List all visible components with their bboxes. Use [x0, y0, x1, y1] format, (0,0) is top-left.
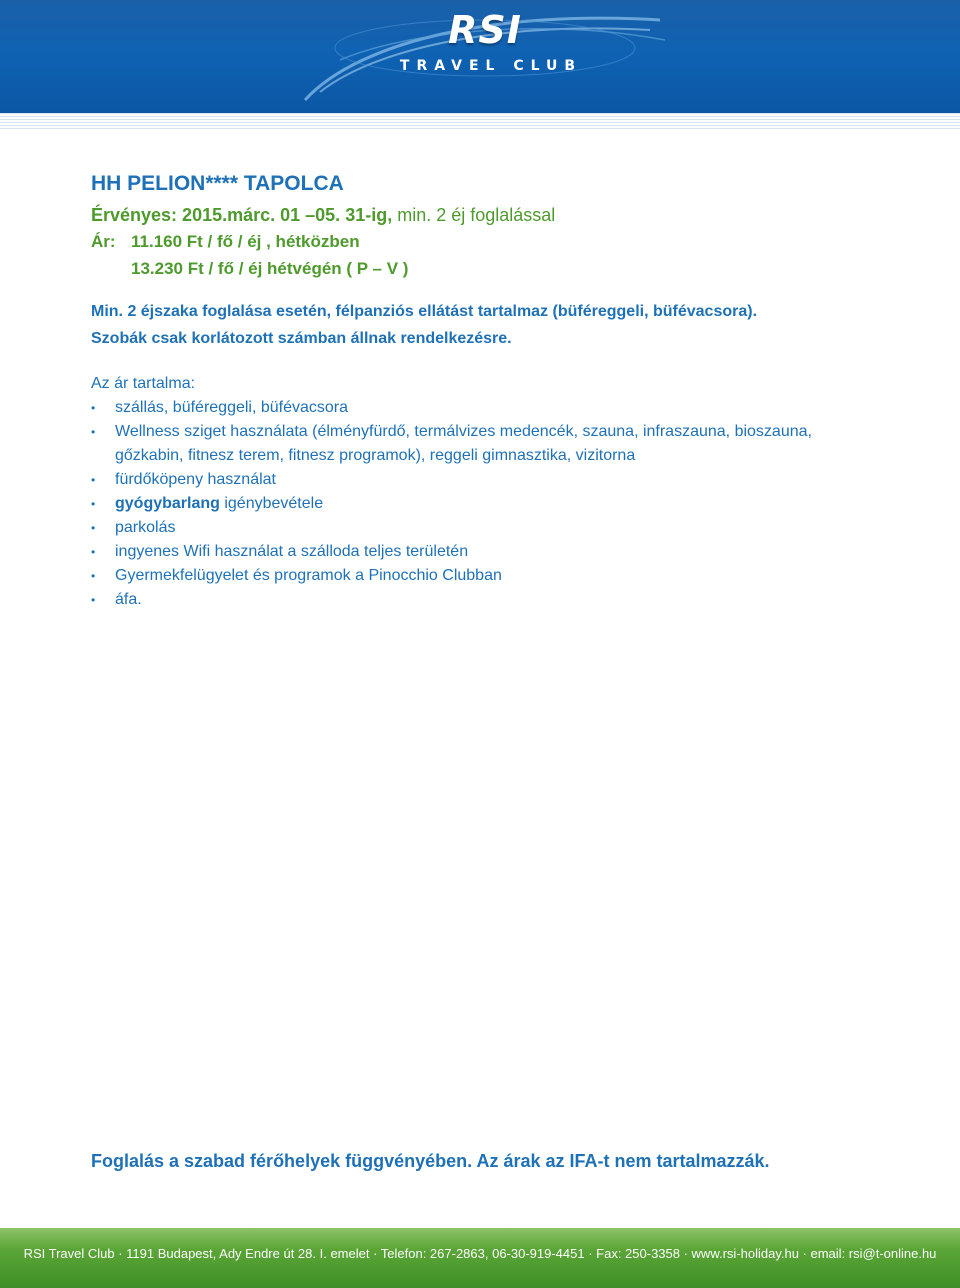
price-row-weekday: [91, 228, 871, 255]
bullet-icon: •: [91, 425, 96, 439]
list-item: • áfa.: [91, 588, 871, 612]
availability-info: Szobák csak korlátozott számban állnak rendelkezésre.: [91, 330, 512, 347]
includes-list: [91, 396, 871, 612]
list-item: • gyógybarlang igénybevétele: [91, 492, 871, 516]
list-item: • Gyermekfelügyelet és programok a Pinocchio Clubban: [91, 564, 871, 588]
bullet-icon: •: [91, 545, 96, 559]
price-weekday: 11.160 Ft / fő / éj , hétközben: [131, 232, 360, 251]
price-label: Ár:: [91, 232, 116, 251]
footer-contact: RSI Travel Club · 1191 Budapest, Ady Endre út 28. I. emelet · Telefon: 267-2863, 06-30-919-4451 · Fax: 250-3358 · www.rsi-holiday.hu · email: rsi@t-online.hu: [23, 1246, 937, 1261]
price-row-weekend: [91, 255, 871, 282]
price-weekend: 13.230 Ft / fő / éj hétvégén ( P – V ): [131, 259, 409, 278]
logo-tagline: TRAVEL CLUB: [399, 58, 583, 74]
price-label-spacer: [91, 255, 131, 282]
booking-notice: Foglalás a szabad férőhelyek függvényében. Az árak az IFA-t nem tartalmazzák.: [91, 1151, 770, 1171]
bullet-icon: •: [91, 521, 96, 535]
list-item: • ingyenes Wifi használat a szálloda teljes területén: [91, 540, 871, 564]
booking-info: [91, 298, 871, 352]
half-board-info: Min. 2 éjszaka foglalása esetén, félpanziós ellátást tartalmaz (büféreggeli, büfévacsora).: [91, 303, 758, 320]
offer-title: HH PELION**** TAPOLCA: [91, 172, 344, 195]
list-item: • parkolás: [91, 516, 871, 540]
page-header: [0, 0, 960, 117]
bullet-icon: •: [91, 593, 96, 607]
list-item: • Wellness sziget használata (élményfürdő, termálvizes medencék, szauna, infraszauna, bioszauna, gőzkabin, fitnesz terem, fitnesz programok), reggeli gimnasztika, vizitorna: [91, 420, 871, 468]
bullet-icon: •: [91, 569, 96, 583]
list-item: • szállás, büféreggeli, büfévacsora: [91, 396, 871, 420]
offer-content: [91, 170, 871, 612]
bullet-icon: •: [91, 401, 96, 415]
list-item: • fürdőköpeny használat: [91, 468, 871, 492]
validity-line: [91, 202, 871, 228]
includes-heading: Az ár tartalma:: [91, 375, 196, 392]
validity-min-nights: min. 2 éj foglalással: [392, 205, 556, 225]
header-divider: [0, 113, 960, 129]
rsi-travel-club-logo: [300, 0, 670, 112]
bullet-icon: •: [91, 497, 96, 511]
page-footer: [0, 1228, 960, 1288]
bullet-icon: •: [91, 473, 96, 487]
logo-wordmark: RSI: [448, 8, 522, 52]
validity-dates: Érvényes: 2015.márc. 01 –05. 31-ig,: [91, 205, 393, 225]
